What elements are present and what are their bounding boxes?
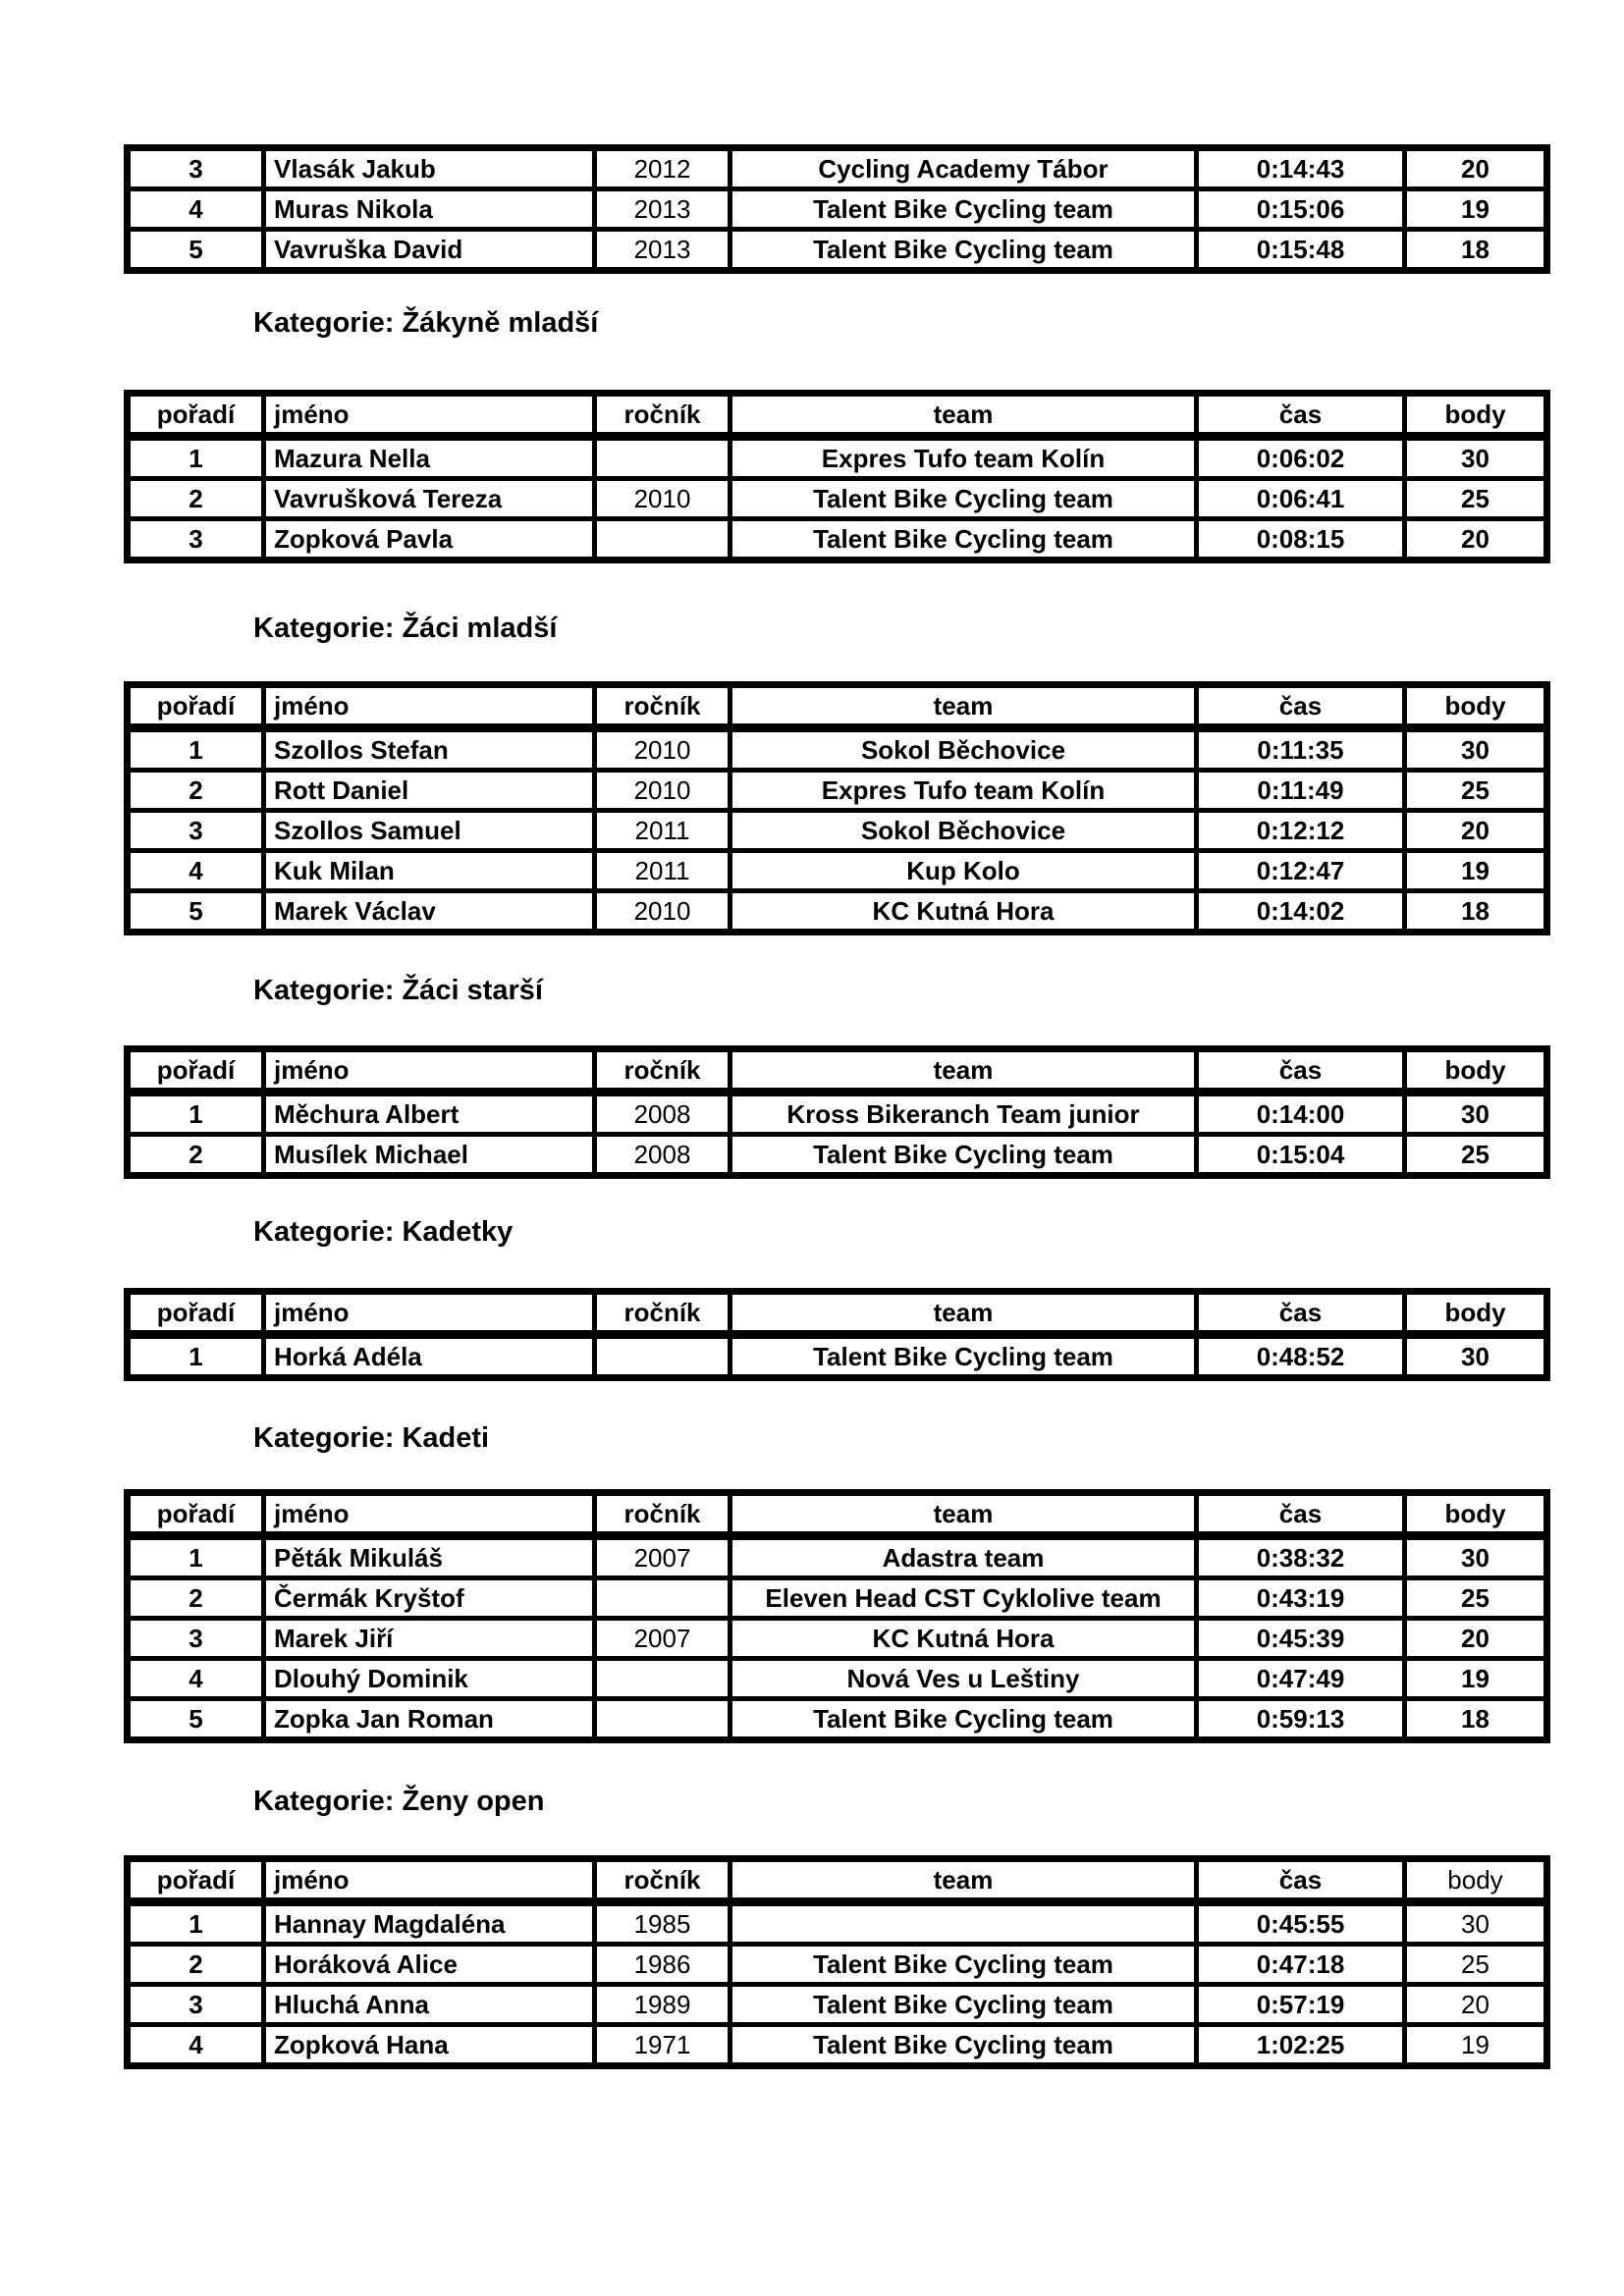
cell-year: 2011	[595, 851, 731, 891]
cell-name: Kuk Milan	[264, 851, 595, 891]
cell-team: Eleven Head CST Cyklolive team	[731, 1578, 1197, 1619]
column-header-rank: pořadí	[128, 1292, 264, 1335]
table-row	[128, 1699, 1547, 1740]
column-header-time: čas	[1197, 394, 1405, 437]
cell-points: 18	[1405, 1699, 1547, 1740]
cell-year: 2013	[595, 189, 731, 230]
cell-name: Horká Adéla	[264, 1335, 595, 1378]
cell-points: 25	[1405, 1945, 1547, 1985]
table-row	[128, 728, 1547, 771]
cell-points: 30	[1405, 1902, 1547, 1945]
cell-year: 2010	[595, 728, 731, 771]
table-row	[128, 230, 1547, 271]
results-table-slot-zeny-open	[124, 1855, 1550, 2069]
column-header-time: čas	[1197, 685, 1405, 728]
cell-year	[595, 1699, 731, 1740]
category-label: Kategorie: Kadetky	[253, 1216, 514, 1248]
cell-name: Rott Daniel	[264, 771, 595, 811]
cell-points: 30	[1405, 1335, 1547, 1378]
cell-rank: 3	[128, 811, 264, 851]
column-header-year: ročník	[595, 1859, 731, 1902]
column-header-rank: pořadí	[128, 394, 264, 437]
cell-time: 0:11:49	[1197, 771, 1405, 811]
table-row	[128, 479, 1547, 519]
table-header-row	[128, 1859, 1547, 1902]
column-header-points: body	[1405, 394, 1547, 437]
cell-name: Vavruška David	[264, 230, 595, 271]
column-header-name: jméno	[264, 685, 595, 728]
cell-team: Sokol Běchovice	[731, 811, 1197, 851]
table-row	[128, 1093, 1547, 1135]
cell-rank: 3	[128, 519, 264, 561]
cell-team: Talent Bike Cycling team	[731, 1945, 1197, 1985]
column-header-rank: pořadí	[128, 1049, 264, 1093]
table-row	[128, 1335, 1547, 1378]
cell-year: 2013	[595, 230, 731, 271]
cell-team: Talent Bike Cycling team	[731, 1985, 1197, 2025]
cell-rank: 5	[128, 230, 264, 271]
cell-name: Hluchá Anna	[264, 1985, 595, 2025]
table-header-row	[128, 1493, 1547, 1536]
cell-year: 2011	[595, 811, 731, 851]
cell-name: Měchura Albert	[264, 1093, 595, 1135]
category-label: Kategorie: Kadeti	[253, 1422, 490, 1454]
category-label: Kategorie: Žáci mladší	[253, 613, 558, 644]
column-header-year: ročník	[595, 1049, 731, 1093]
cell-time: 0:06:02	[1197, 437, 1405, 479]
results-table	[124, 1855, 1550, 2069]
column-header-name: jméno	[264, 1493, 595, 1536]
results-table	[124, 144, 1550, 274]
table-row	[128, 891, 1547, 933]
cell-team: Talent Bike Cycling team	[731, 1135, 1197, 1176]
cell-name: Čermák Kryštof	[264, 1578, 595, 1619]
column-header-points: body	[1405, 1049, 1547, 1093]
cell-rank: 1	[128, 1902, 264, 1945]
results-table-slot-kadeti	[124, 1489, 1550, 1743]
cell-name: Marek Jiří	[264, 1619, 595, 1659]
table-row	[128, 189, 1547, 230]
cell-time: 0:38:32	[1197, 1536, 1405, 1578]
table-row	[128, 811, 1547, 851]
cell-points: 20	[1405, 148, 1547, 189]
cell-name: Dlouhý Dominik	[264, 1659, 595, 1699]
table-header-row	[128, 394, 1547, 437]
cell-time: 0:14:43	[1197, 148, 1405, 189]
table-row	[128, 2025, 1547, 2066]
table-row	[128, 851, 1547, 891]
category-label: Kategorie: Žáci starší	[253, 975, 543, 1006]
cell-name: Szollos Stefan	[264, 728, 595, 771]
cell-year: 2007	[595, 1619, 731, 1659]
category-label: Kategorie: Ženy open	[253, 1786, 545, 1817]
cell-team: Cycling Academy Tábor	[731, 148, 1197, 189]
cell-team: Sokol Běchovice	[731, 728, 1197, 771]
cell-points: 18	[1405, 230, 1547, 271]
cell-rank: 4	[128, 189, 264, 230]
cell-team	[731, 1902, 1197, 1945]
results-table	[124, 1288, 1550, 1381]
cell-rank: 4	[128, 1659, 264, 1699]
cell-name: Zopková Pavla	[264, 519, 595, 561]
table-row	[128, 1578, 1547, 1619]
cell-points: 19	[1405, 2025, 1547, 2066]
category-label: Kategorie: Žákyně mladší	[253, 307, 599, 339]
column-header-team: team	[731, 1859, 1197, 1902]
cell-rank: 1	[128, 1093, 264, 1135]
cell-name: Zopka Jan Roman	[264, 1699, 595, 1740]
column-header-team: team	[731, 685, 1197, 728]
cell-points: 19	[1405, 851, 1547, 891]
cell-time: 0:43:19	[1197, 1578, 1405, 1619]
column-header-year: ročník	[595, 685, 731, 728]
table-row	[128, 1536, 1547, 1578]
cell-points: 30	[1405, 437, 1547, 479]
cell-rank: 2	[128, 1578, 264, 1619]
cell-points: 25	[1405, 479, 1547, 519]
cell-rank: 1	[128, 1536, 264, 1578]
cell-time: 0:14:02	[1197, 891, 1405, 933]
cell-points: 25	[1405, 1135, 1547, 1176]
cell-team: Kross Bikeranch Team junior	[731, 1093, 1197, 1135]
cell-year: 2007	[595, 1536, 731, 1578]
cell-year: 1985	[595, 1902, 731, 1945]
cell-team: KC Kutná Hora	[731, 1619, 1197, 1659]
cell-year: 2008	[595, 1093, 731, 1135]
cell-rank: 1	[128, 1335, 264, 1378]
cell-team: Nová Ves u Leštiny	[731, 1659, 1197, 1699]
cell-rank: 2	[128, 479, 264, 519]
cell-year	[595, 1578, 731, 1619]
column-header-time: čas	[1197, 1493, 1405, 1536]
cell-time: 0:12:12	[1197, 811, 1405, 851]
cell-rank: 3	[128, 1619, 264, 1659]
cell-name: Szollos Samuel	[264, 811, 595, 851]
cell-points: 20	[1405, 1619, 1547, 1659]
column-header-year: ročník	[595, 1292, 731, 1335]
cell-team: Talent Bike Cycling team	[731, 1335, 1197, 1378]
cell-time: 0:48:52	[1197, 1335, 1405, 1378]
column-header-rank: pořadí	[128, 685, 264, 728]
cell-points: 30	[1405, 728, 1547, 771]
cell-rank: 1	[128, 437, 264, 479]
cell-rank: 5	[128, 891, 264, 933]
cell-team: Talent Bike Cycling team	[731, 519, 1197, 561]
cell-time: 0:15:48	[1197, 230, 1405, 271]
cell-points: 30	[1405, 1093, 1547, 1135]
table-row	[128, 1902, 1547, 1945]
cell-team: Talent Bike Cycling team	[731, 479, 1197, 519]
cell-rank: 3	[128, 1985, 264, 2025]
cell-team: Expres Tufo team Kolín	[731, 437, 1197, 479]
cell-name: Horáková Alice	[264, 1945, 595, 1985]
cell-team: Talent Bike Cycling team	[731, 230, 1197, 271]
cell-rank: 4	[128, 2025, 264, 2066]
column-header-team: team	[731, 1493, 1197, 1536]
table-header-row	[128, 1049, 1547, 1093]
cell-rank: 1	[128, 728, 264, 771]
column-header-team: team	[731, 1049, 1197, 1093]
results-table-slot-zaci-starsi	[124, 1045, 1550, 1179]
cell-points: 30	[1405, 1536, 1547, 1578]
table-row	[128, 1945, 1547, 1985]
cell-time: 0:12:47	[1197, 851, 1405, 891]
column-header-points: body	[1405, 1292, 1547, 1335]
column-header-name: jméno	[264, 1859, 595, 1902]
cell-time: 0:45:55	[1197, 1902, 1405, 1945]
table-row	[128, 1619, 1547, 1659]
cell-team: Expres Tufo team Kolín	[731, 771, 1197, 811]
cell-name: Mazura Nella	[264, 437, 595, 479]
cell-time: 0:15:06	[1197, 189, 1405, 230]
cell-time: 0:11:35	[1197, 728, 1405, 771]
column-header-points: body	[1405, 1859, 1547, 1902]
cell-year: 1986	[595, 1945, 731, 1985]
cell-time: 0:15:04	[1197, 1135, 1405, 1176]
table-row	[128, 148, 1547, 189]
results-table-slot-continuation	[124, 144, 1550, 274]
cell-name: Muras Nikola	[264, 189, 595, 230]
table-row	[128, 771, 1547, 811]
cell-time: 1:02:25	[1197, 2025, 1405, 2066]
results-table	[124, 1045, 1550, 1179]
cell-year	[595, 437, 731, 479]
cell-name: Musílek Michael	[264, 1135, 595, 1176]
cell-rank: 2	[128, 771, 264, 811]
cell-team: Adastra team	[731, 1536, 1197, 1578]
column-header-time: čas	[1197, 1049, 1405, 1093]
column-header-team: team	[731, 394, 1197, 437]
cell-year: 2008	[595, 1135, 731, 1176]
table-header-row	[128, 1292, 1547, 1335]
results-table	[124, 681, 1550, 935]
cell-year: 2010	[595, 479, 731, 519]
cell-name: Marek Václav	[264, 891, 595, 933]
cell-points: 19	[1405, 189, 1547, 230]
column-header-year: ročník	[595, 394, 731, 437]
cell-name: Hannay Magdaléna	[264, 1902, 595, 1945]
column-header-time: čas	[1197, 1859, 1405, 1902]
cell-name: Zopková Hana	[264, 2025, 595, 2066]
cell-rank: 5	[128, 1699, 264, 1740]
column-header-name: jméno	[264, 1049, 595, 1093]
table-row	[128, 519, 1547, 561]
cell-time: 0:08:15	[1197, 519, 1405, 561]
results-table-slot-kadetky	[124, 1288, 1550, 1381]
column-header-name: jméno	[264, 394, 595, 437]
column-header-points: body	[1405, 685, 1547, 728]
cell-points: 20	[1405, 519, 1547, 561]
column-header-points: body	[1405, 1493, 1547, 1536]
cell-points: 19	[1405, 1659, 1547, 1699]
table-row	[128, 437, 1547, 479]
table-header-row	[128, 685, 1547, 728]
column-header-year: ročník	[595, 1493, 731, 1536]
column-header-rank: pořadí	[128, 1859, 264, 1902]
cell-year	[595, 1659, 731, 1699]
column-header-name: jméno	[264, 1292, 595, 1335]
cell-rank: 2	[128, 1135, 264, 1176]
column-header-rank: pořadí	[128, 1493, 264, 1536]
cell-rank: 2	[128, 1945, 264, 1985]
cell-year	[595, 519, 731, 561]
cell-time: 0:45:39	[1197, 1619, 1405, 1659]
cell-time: 0:59:13	[1197, 1699, 1405, 1740]
cell-time: 0:14:00	[1197, 1093, 1405, 1135]
cell-team: Kup Kolo	[731, 851, 1197, 891]
cell-year: 1989	[595, 1985, 731, 2025]
cell-team: Talent Bike Cycling team	[731, 2025, 1197, 2066]
cell-points: 25	[1405, 771, 1547, 811]
cell-points: 18	[1405, 891, 1547, 933]
table-row	[128, 1659, 1547, 1699]
cell-team: Talent Bike Cycling team	[731, 1699, 1197, 1740]
cell-rank: 3	[128, 148, 264, 189]
cell-points: 25	[1405, 1578, 1547, 1619]
cell-time: 0:06:41	[1197, 479, 1405, 519]
column-header-time: čas	[1197, 1292, 1405, 1335]
results-table-slot-zaci-mladsi	[124, 681, 1550, 935]
cell-time: 0:57:19	[1197, 1985, 1405, 2025]
cell-team: KC Kutná Hora	[731, 891, 1197, 933]
cell-points: 20	[1405, 1985, 1547, 2025]
cell-name: Pěták Mikuláš	[264, 1536, 595, 1578]
results-table	[124, 390, 1550, 563]
cell-year: 1971	[595, 2025, 731, 2066]
cell-team: Talent Bike Cycling team	[731, 189, 1197, 230]
cell-time: 0:47:49	[1197, 1659, 1405, 1699]
cell-name: Vavrušková Tereza	[264, 479, 595, 519]
cell-rank: 4	[128, 851, 264, 891]
table-row	[128, 1985, 1547, 2025]
cell-year: 2012	[595, 148, 731, 189]
cell-year: 2010	[595, 771, 731, 811]
results-table	[124, 1489, 1550, 1743]
cell-name: Vlasák Jakub	[264, 148, 595, 189]
cell-time: 0:47:18	[1197, 1945, 1405, 1985]
table-row	[128, 1135, 1547, 1176]
column-header-team: team	[731, 1292, 1197, 1335]
results-table-slot-zakyne-mladsi	[124, 390, 1550, 563]
cell-year: 2010	[595, 891, 731, 933]
cell-year	[595, 1335, 731, 1378]
cell-points: 20	[1405, 811, 1547, 851]
